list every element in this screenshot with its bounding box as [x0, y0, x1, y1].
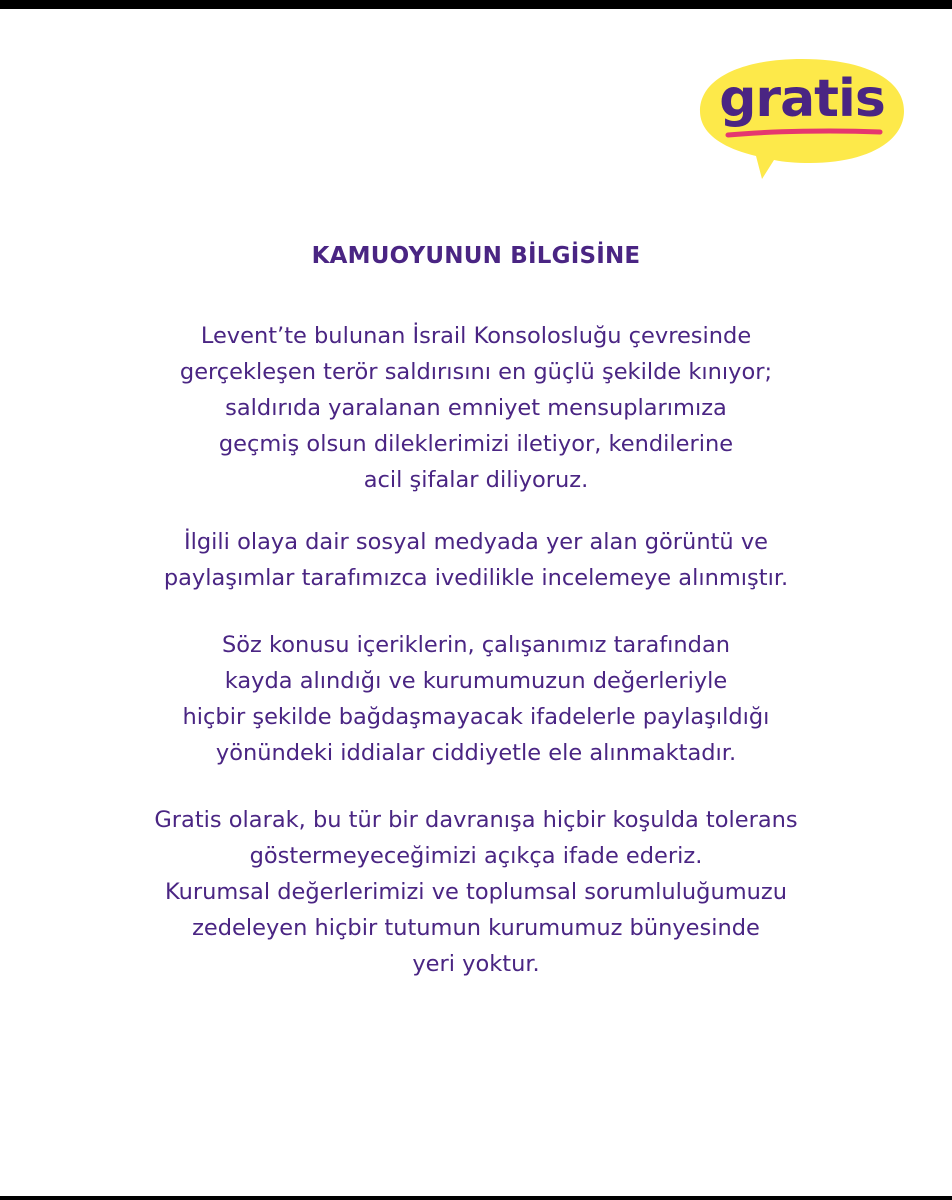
paragraph-line: gerçekleşen terör saldırısını en güçlü şekilde kınıyor; [179, 359, 773, 385]
paragraph-line: zedeleyen hiçbir tutumun kurumumuz bünyesinde [192, 915, 760, 941]
paragraph-line: yeri yoktur. [412, 951, 540, 977]
paragraph-line: geçmiş olsun dileklerimizi iletiyor, kendilerine [218, 431, 734, 457]
paragraph-line: İlgili olaya dair sosyal medyada yer alan görüntü ve [184, 529, 768, 555]
paragraph-line: göstermeyeceğimizi açıkça ifade ederiz. [249, 843, 703, 869]
paragraph-line: hiçbir şekilde bağdaşmayacak ifadelerle paylaşıldığı [182, 704, 770, 730]
paragraph-line: kayda alındığı ve kurumumuzun değerleriyle [224, 668, 728, 694]
statement-heading: KAMUOYUNUN BİLGİSİNE [311, 243, 641, 269]
paragraph-line: Levent’te bulunan İsrail Konsolosluğu çevresinde [200, 323, 752, 349]
paragraph-line: paylaşımlar tarafımızca ivedilikle incelemeye alınmıştır. [163, 565, 789, 591]
paragraph-line: Gratis olarak, bu tür bir davranışa hiçbir koşulda tolerans [154, 807, 798, 833]
paragraph-line: Kurumsal değerlerimizi ve toplumsal sorumluluğumuzu [165, 879, 787, 905]
paragraph-line: acil şifalar diliyoruz. [363, 467, 589, 493]
gratis-logo [692, 51, 912, 183]
paragraph-zero-tolerance [40, 802, 912, 982]
paragraph-line: yönündeki iddialar ciddiyetle ele alınmaktadır. [215, 740, 737, 766]
logo-wordmark: gratis [719, 69, 885, 129]
paragraph-line: saldırıda yaralanan emniyet mensuplarımıza [225, 395, 727, 421]
paragraph-condemnation [40, 318, 912, 498]
paragraph-allegations [40, 627, 912, 771]
statement-page [0, 9, 952, 1196]
paragraph-line: Söz konusu içeriklerin, çalışanımız tarafından [221, 632, 731, 658]
paragraph-investigation [40, 524, 912, 596]
